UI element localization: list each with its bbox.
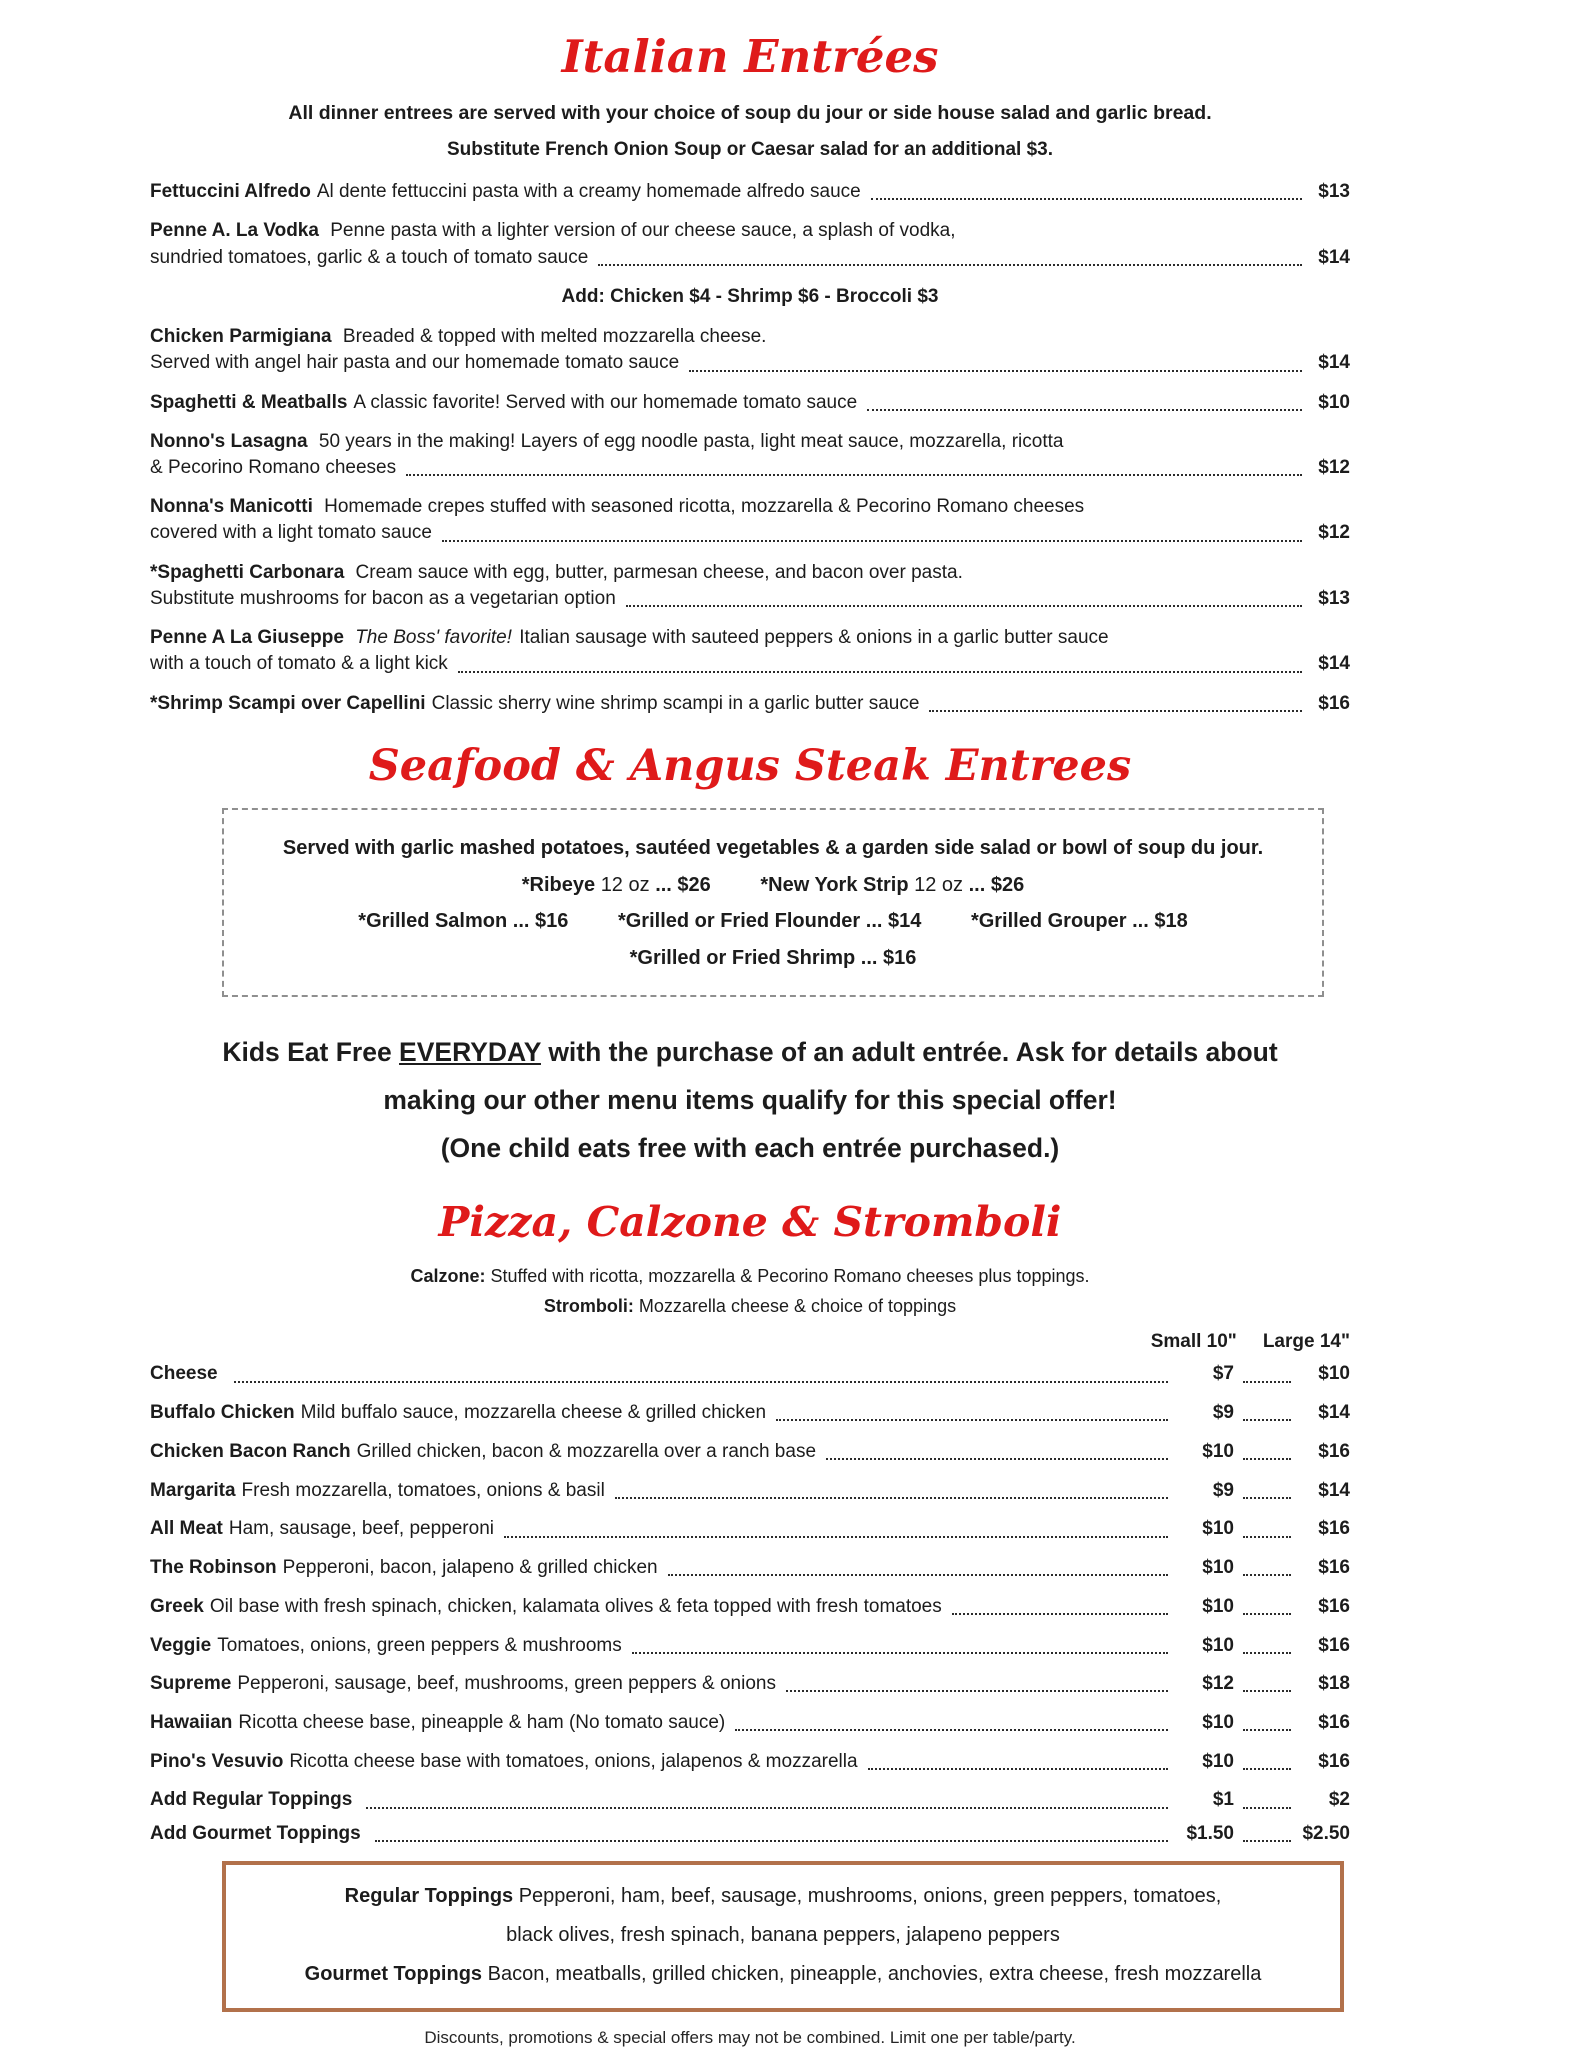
item-desc-line2: Substitute mushrooms for bacon as a vegetarian option — [150, 587, 616, 609]
price-large: $16 — [1318, 1634, 1350, 1656]
kids-line-2: making our other menu items qualify for this special offer! — [383, 1085, 1117, 1116]
italian-substitute-note: Substitute French Onion Soup or Caesar salad for an additional $3. — [447, 139, 1053, 160]
seafood-item: *Grilled Salmon ... $16 — [358, 910, 569, 933]
item-name: The Robinson — [150, 1557, 277, 1579]
item-name: Greek — [150, 1595, 204, 1617]
add-toppings-row — [150, 1787, 1350, 1813]
price-small: $10 — [1202, 1595, 1234, 1617]
dot-separator — [1243, 1536, 1291, 1538]
regular-toppings-line2: black olives, fresh spinach, banana peppers, jalapeno peppers — [506, 1923, 1060, 1946]
item-name: Buffalo Chicken — [150, 1402, 295, 1424]
seafood-title: Seafood & Angus Steak Entrees — [368, 740, 1132, 791]
item-name: Hawaiian — [150, 1711, 233, 1733]
menu-item — [150, 691, 1350, 717]
seafood-row-shrimp — [248, 945, 1298, 973]
dot-separator — [1243, 1690, 1291, 1692]
pizza-title: Pizza, Calzone & Stromboli — [438, 1198, 1062, 1247]
dot-separator — [1243, 1419, 1291, 1421]
pizza-row — [150, 1400, 1350, 1426]
item-desc: Pepperoni, bacon, jalapeno & grilled chicken — [282, 1557, 658, 1579]
dot-leader — [504, 1536, 1168, 1538]
toppings-pricing — [150, 1787, 1350, 1846]
price-small: $7 — [1212, 1363, 1234, 1385]
menu-item — [150, 218, 1350, 270]
menu-item — [150, 494, 1350, 546]
dot-leader — [786, 1690, 1168, 1692]
dot-leader — [458, 671, 1302, 673]
item-name: Chicken Parmigiana — [150, 326, 332, 348]
item-desc: Homemade crepes stuffed with seasoned ricotta, mozzarella & Pecorino Romano cheeses — [324, 496, 1085, 518]
dot-separator — [1243, 1807, 1291, 1809]
seafood-row-fish — [248, 908, 1298, 936]
dot-leader — [952, 1613, 1168, 1615]
item-name: Nonna's Manicotti — [150, 496, 313, 518]
row-label: Add Regular Toppings — [150, 1789, 353, 1811]
col-large: Large 14" — [1262, 1331, 1350, 1353]
pizza-row — [150, 1439, 1350, 1465]
item-desc: Italian sausage with sauteed peppers & onions in a garlic butter sauce — [519, 627, 1109, 649]
item-name: *Shrimp Scampi over Capellini — [150, 692, 426, 714]
item-price: $13 — [1318, 181, 1350, 203]
price-large: $14 — [1318, 1402, 1350, 1424]
item-price: $10 — [1318, 391, 1350, 413]
pizza-row — [150, 1633, 1350, 1659]
item-desc: Fresh mozzarella, tomatoes, onions & basil — [241, 1479, 605, 1501]
price-large: $16 — [1318, 1750, 1350, 1772]
price-small: $1 — [1212, 1789, 1234, 1811]
price-large: $16 — [1318, 1711, 1350, 1733]
item-tagline: The Boss' favorite! — [355, 627, 512, 649]
pizza-row — [150, 1516, 1350, 1542]
dot-separator — [1243, 1652, 1291, 1654]
item-desc-line2: sundried tomatoes, garlic & a touch of tomato sauce — [150, 246, 589, 268]
item-name: Veggie — [150, 1634, 212, 1656]
pizza-size-header — [150, 1329, 1350, 1355]
dot-separator — [1243, 1497, 1291, 1499]
seafood-item: *Grilled Grouper ... $18 — [970, 910, 1188, 933]
stromboli-note: Stromboli: Mozzarella cheese & choice of toppings — [543, 1296, 957, 1317]
seafood-box — [222, 808, 1324, 997]
dot-leader — [735, 1729, 1168, 1731]
item-desc-line2: Served with angel hair pasta and our homemade tomato sauce — [150, 352, 680, 374]
item-price: $16 — [1318, 692, 1350, 714]
item-price: $12 — [1318, 456, 1350, 478]
kids-eat-free-banner — [180, 1029, 1320, 1172]
dot-leader — [929, 710, 1302, 712]
price-large: $16 — [1318, 1557, 1350, 1579]
item-desc: Classic sherry wine shrimp scampi in a garlic butter sauce — [431, 692, 920, 714]
price-small: $10 — [1202, 1750, 1234, 1772]
seafood-row-steaks — [248, 872, 1298, 900]
item-name: Supreme — [150, 1673, 232, 1695]
calzone-note: Calzone: Stuffed with ricotta, mozzarella & Pecorino Romano cheeses plus toppings. — [410, 1266, 1090, 1287]
dot-leader — [776, 1419, 1168, 1421]
italian-intro: All dinner entrees are served with your choice of soup du jour or side house salad and garlic bread. — [288, 102, 1212, 125]
disclaimer: Discounts, promotions & special offers may not be combined. Limit one per table/party. — [424, 2027, 1076, 2047]
price-small: $10 — [1202, 1557, 1234, 1579]
menu-item — [150, 429, 1350, 481]
price-small: $10 — [1202, 1634, 1234, 1656]
item-desc-line2: covered with a light tomato sauce — [150, 522, 432, 544]
dot-leader — [626, 605, 1302, 607]
add-ons-line: Add: Chicken $4 - Shrimp $6 - Broccoli $3 — [561, 285, 939, 307]
price-large: $2 — [1328, 1789, 1350, 1811]
item-desc: Tomatoes, onions, green peppers & mushrooms — [217, 1634, 622, 1656]
item-desc: 50 years in the making! Layers of egg noodle pasta, light meat sauce, mozzarella, ricotta — [318, 430, 1064, 452]
pizza-row — [150, 1361, 1350, 1387]
item-name: All Meat — [150, 1518, 223, 1540]
price-small: $9 — [1212, 1479, 1234, 1501]
section-seafood — [150, 737, 1350, 998]
add-toppings-row — [150, 1821, 1350, 1847]
item-name: Nonno's Lasagna — [150, 430, 308, 452]
item-desc: Ricotta cheese base with tomatoes, onions, jalapenos & mozzarella — [289, 1750, 858, 1772]
item-desc: Mild buffalo sauce, mozzarella cheese & grilled chicken — [300, 1402, 767, 1424]
item-name: *Spaghetti Carbonara — [150, 561, 345, 583]
dot-leader — [632, 1652, 1168, 1654]
item-desc: Cream sauce with egg, butter, parmesan cheese, and bacon over pasta. — [355, 561, 963, 583]
steak-item: *Ribeye 12 oz ... $26 — [521, 873, 711, 896]
item-desc: Pepperoni, sausage, beef, mushrooms, green peppers & onions — [237, 1673, 776, 1695]
everyday-underlined: EVERYDAY — [399, 1037, 541, 1068]
regular-toppings-line: Regular Toppings Pepperoni, ham, beef, sausage, mushrooms, onions, green peppers, tomatoes, — [344, 1884, 1222, 1907]
item-price: $13 — [1318, 587, 1350, 609]
dot-leader — [668, 1574, 1168, 1576]
gourmet-toppings-line: Gourmet Toppings Bacon, meatballs, grilled chicken, pineapple, anchovies, extra cheese, fresh mozzarella — [304, 1962, 1262, 1985]
item-desc: Penne pasta with a lighter version of our cheese sauce, a splash of vodka, — [330, 220, 956, 242]
menu-item — [150, 560, 1350, 612]
price-small: $10 — [1202, 1440, 1234, 1462]
toppings-list-box — [222, 1861, 1344, 2012]
menu-item — [150, 625, 1350, 677]
item-name: Pino's Vesuvio — [150, 1750, 284, 1772]
price-large: $14 — [1318, 1479, 1350, 1501]
seafood-item: *Grilled or Fried Flounder ... $14 — [617, 910, 922, 933]
menu-item — [150, 179, 1350, 205]
price-large: $16 — [1318, 1518, 1350, 1540]
section-italian — [150, 26, 1350, 717]
dot-leader — [442, 540, 1302, 542]
col-small: Small 10" — [1150, 1331, 1237, 1353]
item-name: Fettuccini Alfredo — [150, 181, 311, 203]
dot-leader — [406, 474, 1302, 476]
item-name: Penne A La Giuseppe — [150, 627, 344, 649]
item-name: Chicken Bacon Ranch — [150, 1440, 351, 1462]
dot-leader — [867, 409, 1302, 411]
item-desc: Breaded & topped with melted mozzarella cheese. — [342, 326, 767, 348]
row-label: Add Gourmet Toppings — [150, 1822, 361, 1844]
pizza-row — [150, 1671, 1350, 1697]
item-desc: Grilled chicken, bacon & mozzarella over a ranch base — [356, 1440, 817, 1462]
price-large: $2.50 — [1302, 1822, 1350, 1844]
dot-separator — [1243, 1840, 1291, 1842]
steak-item: *New York Strip 12 oz ... $26 — [760, 873, 1025, 896]
menu-item — [150, 324, 1350, 376]
dot-leader — [598, 264, 1302, 266]
pizza-row — [150, 1710, 1350, 1736]
price-small: $10 — [1202, 1518, 1234, 1540]
item-price: $14 — [1318, 246, 1350, 268]
price-small: $9 — [1212, 1402, 1234, 1424]
item-name: Spaghetti & Meatballs — [150, 391, 348, 413]
dot-leader — [689, 370, 1302, 372]
price-large: $16 — [1318, 1440, 1350, 1462]
dot-separator — [1243, 1381, 1291, 1383]
pizza-row — [150, 1555, 1350, 1581]
item-price: $12 — [1318, 522, 1350, 544]
item-name: Margarita — [150, 1479, 236, 1501]
dot-separator — [1243, 1458, 1291, 1460]
item-desc: Ricotta cheese base, pineapple & ham (No tomato sauce) — [238, 1711, 726, 1733]
item-price: $14 — [1318, 352, 1350, 374]
dot-leader — [375, 1840, 1168, 1842]
dot-separator — [1243, 1768, 1291, 1770]
dot-leader — [868, 1768, 1168, 1770]
price-small: $10 — [1202, 1711, 1234, 1733]
seafood-item: *Grilled or Fried Shrimp ... $16 — [629, 946, 917, 969]
item-name: Penne A. La Vodka — [150, 220, 319, 242]
pizza-row — [150, 1594, 1350, 1620]
kids-line-3: (One child eats free with each entrée purchased.) — [440, 1132, 1060, 1163]
italian-title: Italian Entrées — [561, 30, 939, 83]
pizza-row — [150, 1749, 1350, 1775]
menu-item — [150, 390, 1350, 416]
dot-separator — [1243, 1729, 1291, 1731]
price-large: $10 — [1318, 1363, 1350, 1385]
item-desc-line2: with a touch of tomato & a light kick — [150, 653, 448, 675]
dot-leader — [615, 1497, 1168, 1499]
item-desc: A classic favorite! Served with our homemade tomato sauce — [353, 391, 858, 413]
price-small: $12 — [1202, 1673, 1234, 1695]
item-desc-line2: & Pecorino Romano cheeses — [150, 456, 397, 478]
item-name: Cheese — [150, 1363, 218, 1385]
section-pizza — [150, 1194, 1350, 2011]
item-desc: Ham, sausage, beef, pepperoni — [228, 1518, 494, 1540]
item-desc: Al dente fettuccini pasta with a creamy homemade alfredo sauce — [316, 181, 861, 203]
pizza-row — [150, 1478, 1350, 1504]
kids-line-1: Kids Eat Free EVERYDAY with the purchase of an adult entrée. Ask for details about — [222, 1037, 1278, 1068]
dot-leader — [366, 1807, 1168, 1809]
price-small: $1.50 — [1186, 1822, 1234, 1844]
seafood-served-note: Served with garlic mashed potatoes, sautéed vegetables & a garden side salad or bowl of soup du jour. — [282, 837, 1264, 860]
dot-separator — [1243, 1613, 1291, 1615]
price-large: $18 — [1318, 1673, 1350, 1695]
dot-separator — [1243, 1574, 1291, 1576]
dot-leader — [871, 198, 1302, 200]
dot-leader — [826, 1458, 1168, 1460]
price-large: $16 — [1318, 1595, 1350, 1617]
item-desc: Oil base with fresh spinach, chicken, kalamata olives & feta topped with fresh tomatoes — [209, 1595, 942, 1617]
item-price: $14 — [1318, 653, 1350, 675]
dot-leader — [234, 1381, 1168, 1383]
